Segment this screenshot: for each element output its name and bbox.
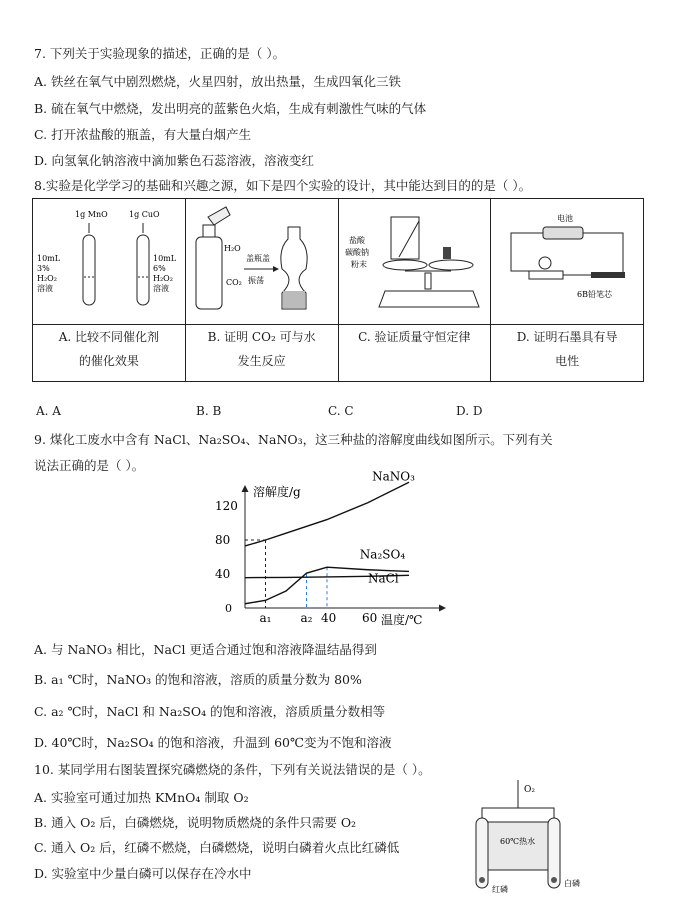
q9-option-a: A. 与 NaNO₃ 相比，NaCl 更适合通过饱和溶液降温结晶得到 [34, 642, 377, 657]
q10-option-c: C. 通入 O₂ 后，红磷不燃烧，白磷燃烧，说明白磷着火点比红磷低 [34, 840, 400, 855]
fig-a-label-10: 溶液 [153, 284, 169, 293]
apparatus-white: 白磷 [564, 879, 580, 888]
x-tick-label: 60 [362, 611, 378, 625]
y-tick-label: 40 [215, 567, 231, 581]
q7-option-b: B. 硫在氧气中燃烧，发出明亮的蓝紫色火焰，生成有刺激性气味的气体 [34, 101, 427, 116]
figure-balance [339, 199, 491, 324]
fig-b-co2: CO₂ [225, 278, 242, 287]
apparatus-red: 红磷 [492, 885, 508, 894]
q9-option-c: C. a₂ ℃时，NaCl 和 Na₂SO₄ 的饱和溶液，溶质质量分数相等 [34, 704, 386, 719]
y-axis-label: 溶解度/g [253, 485, 301, 499]
x-axis-label: 温度/℃ [381, 613, 423, 627]
q9-option-b: B. a₁ ℃时，NaNO₃ 的饱和溶液，溶质的质量分数为 80% [34, 672, 362, 687]
caption-d-line1: D. 证明石墨具有导 [516, 330, 618, 344]
q8-option-c[interactable]: C. C [328, 404, 354, 418]
q8-option-d[interactable]: D. D [456, 404, 483, 418]
hot-water-beaker [488, 822, 554, 870]
q10-option-d: D. 实验室中少量白磷可以保存在冷水中 [34, 866, 252, 881]
figure-co2-bottle [186, 199, 338, 324]
fig-d-pencil: 6B铅笔芯 [577, 290, 613, 299]
fig-a-label-8: 6% [153, 264, 166, 273]
x-tick-0: 0 [225, 602, 232, 615]
q9-stem-line2: 说法正确的是（ ）。 [34, 458, 145, 473]
fig-d-battery: 电池 [557, 214, 574, 223]
q7-option-a: A. 铁丝在氧气中剧烈燃烧，火星四射，放出热量，生成四氧化三铁 [34, 74, 401, 89]
y-tick-label: 80 [215, 533, 231, 547]
q7-option-d: D. 向氢氧化钠溶液中滴加紫色石蕊溶液，溶液变红 [34, 153, 315, 168]
caption-a-line1: A. 比较不同催化剂 [58, 330, 160, 344]
q8-option-b[interactable]: B. B [196, 404, 222, 418]
q7-stem: 7. 下列关于实验现象的描述，正确的是（ ）。 [34, 46, 286, 61]
fig-a-label-3: 10mL [37, 254, 61, 263]
q10-stem: 10. 某同学用右图装置探究磷燃烧的条件，下列有关说法错误的是（ ）。 [34, 762, 431, 777]
fig-c-label-1: 盐酸 [348, 236, 365, 245]
q9-stem-line1: 9. 煤化工废水中含有 NaCl、Na₂SO₄、NaNO₃，这三种盐的溶解度曲线如图所示。下列有关 [34, 432, 553, 447]
fig-b-lid: 盖瓶盖 [245, 254, 270, 263]
caption-c-line1: C. 验证质量守恒定律 [358, 330, 471, 344]
series-nano3-label: NaNO₃ [372, 469, 415, 484]
q10-option-b: B. 通入 O₂ 后，白磷燃烧，说明物质燃烧的条件只需要 O₂ [34, 815, 357, 830]
solubility-chart [205, 469, 455, 631]
fig-a-label-9: H₂O₂ [153, 274, 173, 283]
q7-option-c: C. 打开浓盐酸的瓶盖，有大量白烟产生 [34, 127, 252, 142]
caption-b-line1: B. 证明 CO₂ 可与水 [207, 330, 316, 344]
q10-option-a: A. 实验室可通过加热 KMnO₄ 制取 O₂ [34, 790, 249, 805]
q8-stem: 8.实验是化学学习的基础和兴趣之源，如下是四个实验的设计，其中能达到目的的是（ ）。 [34, 178, 532, 193]
x-tick-label: a₂ [300, 611, 313, 625]
fig-c-label-2: 碳酸钠 [344, 248, 369, 257]
y-tick-label: 120 [215, 499, 238, 513]
caption-a-line2: 的催化效果 [78, 354, 139, 368]
fig-a-label-7: 10mL [153, 254, 177, 263]
x-tick-label: a₁ [259, 611, 272, 625]
fig-b-shake: 振荡 [247, 276, 264, 285]
series-na2so4-label: Na₂SO₄ [359, 547, 406, 562]
q9-option-d: D. 40℃时，Na₂SO₄ 的饱和溶液，升温到 60℃变为不饱和溶液 [34, 735, 392, 750]
fig-b-h2o: H₂O [223, 244, 241, 253]
caption-b-line2: 发生反应 [237, 354, 286, 368]
x-tick-label: 40 [321, 611, 337, 625]
apparatus-o2: O₂ [524, 785, 535, 795]
fig-a-label-1: 1g MnO [75, 210, 108, 219]
figure-catalyst-tubes [33, 199, 185, 324]
figure-circuit [491, 199, 643, 324]
q8-option-a[interactable]: A. A [36, 404, 61, 418]
caption-d-line2: 电性 [555, 354, 580, 368]
experiment-table [32, 198, 644, 382]
phosphorus-apparatus [468, 778, 588, 901]
apparatus-water: 60℃热水 [500, 837, 536, 846]
fig-a-label-5: H₂O₂ [37, 274, 57, 283]
fig-a-label-6: 溶液 [37, 284, 53, 293]
series-nacl-label: NaCl [368, 571, 399, 586]
fig-a-label-4: 3% [37, 264, 50, 273]
fig-a-label-2: 1g CuO [129, 210, 160, 219]
fig-c-label-3: 粉末 [350, 260, 367, 269]
